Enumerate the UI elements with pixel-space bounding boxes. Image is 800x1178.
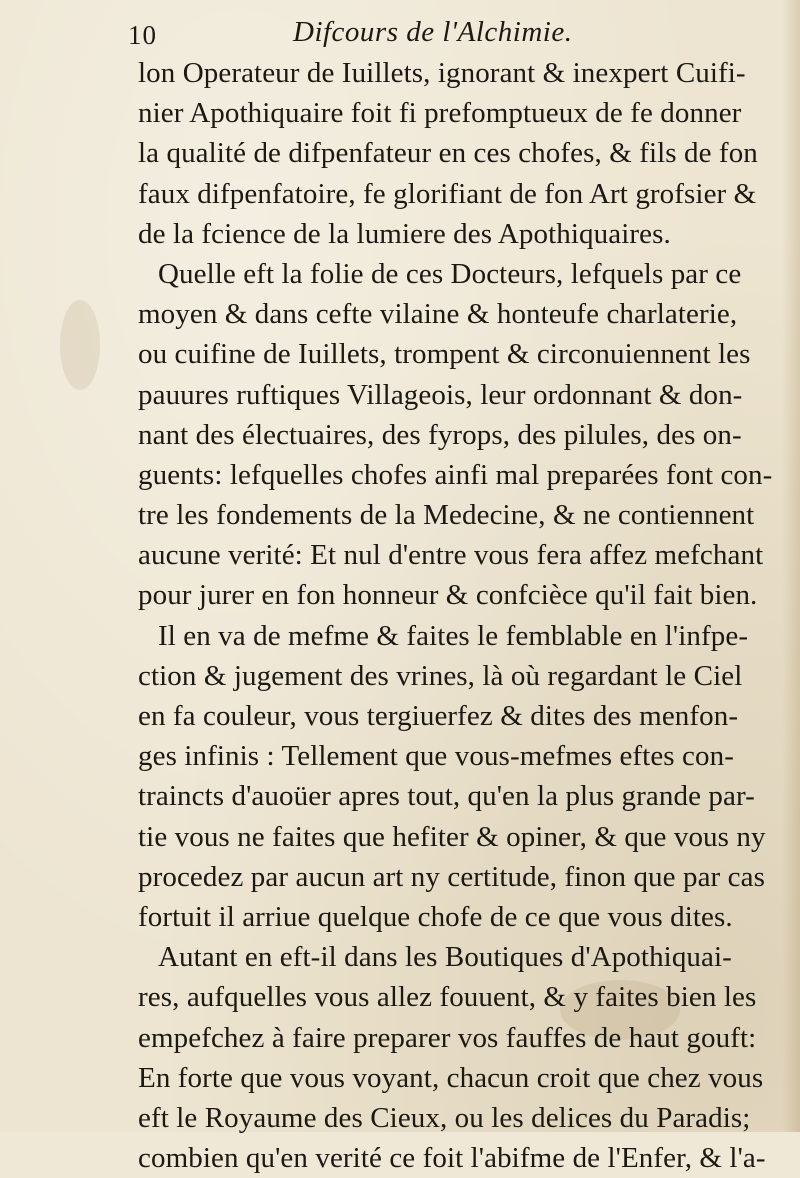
text-line: nier Apothiquaire foit fi prefomptueux de fe donner — [138, 97, 742, 130]
text-line: empefchez à faire preparer vos fauffes de haut gouft: — [138, 1021, 757, 1054]
text-line: procedez par aucun art ny certitude, finon que par cas — [138, 860, 765, 893]
text-line: lon Operateur de Iuillets, ignorant & inexpert Cuifi- — [138, 57, 746, 89]
text-line: pauures ruftiques Villageois, leur ordonnant & don- — [138, 378, 743, 411]
text-line: En forte que vous voyant, chacun croit que chez vous — [138, 1061, 764, 1094]
body-text — [138, 53, 798, 1178]
text-line: eft le Royaume des Cieux, ou les delices du Paradis; — [138, 1101, 751, 1134]
text-line: la qualité de difpenfateur en ces chofes, & fils de fon — [138, 137, 758, 170]
running-title: Difcours de l'Alchimie. — [293, 16, 573, 48]
text-line: Il en va de mefme & faites le femblable en l'infpe- — [158, 619, 749, 652]
text-line: aucune verité: Et nul d'entre vous fera affez mefchant — [138, 539, 764, 572]
text-line: moyen & dans cefte vilaine & honteufe charlaterie, — [138, 298, 738, 331]
text-line: combien qu'en verité ce foit l'abifme de l'Enfer, & l'a- — [138, 1142, 766, 1175]
text-line: de la fcience de la lumiere des Apothiquaires. — [138, 217, 671, 250]
page-number: 10 — [128, 20, 157, 50]
text-line: ction & jugement des vrines, là où regardant le Ciel — [138, 659, 743, 692]
text-line: fortuit il arriue quelque chofe de ce que vous dites. — [138, 900, 733, 933]
text-line: ges infinis : Tellement que vous-mefmes eftes con- — [138, 740, 734, 773]
text-line: ou cuifine de Iuillets, trompent & circonuiennent les — [138, 338, 751, 371]
text-line: Autant en eft-il dans les Boutiques d'Apothiquai- — [158, 941, 732, 974]
text-line: faux difpenfatoire, fe glorifiant de fon Art grofsier & — [138, 177, 757, 210]
text-line: guents: lefquelles chofes ainfi mal preparées font con- — [138, 458, 773, 491]
text-line: traincts d'auoüer apres tout, qu'en la plus grande par- — [138, 780, 755, 813]
text-line: en fa couleur, vous tergiuerfez & dites des menfon- — [138, 700, 739, 732]
text-line: pour jurer en fon honneur & confcièce qu'il fait bien. — [138, 579, 758, 612]
paper-stain — [60, 300, 100, 390]
text-line: tre les fondements de la Medecine, & ne contiennent — [138, 499, 755, 532]
text-line: nant des électuaires, des fyrops, des pilules, des on- — [138, 418, 742, 451]
text-line: Quelle eft la folie de ces Docteurs, lefquels par ce — [158, 257, 742, 290]
text-line: tie vous ne faites que hefiter & opiner, & que vous ny — [138, 820, 766, 853]
text-line: res, aufquelles vous allez fouuent, & y faites bien les — [138, 981, 757, 1014]
